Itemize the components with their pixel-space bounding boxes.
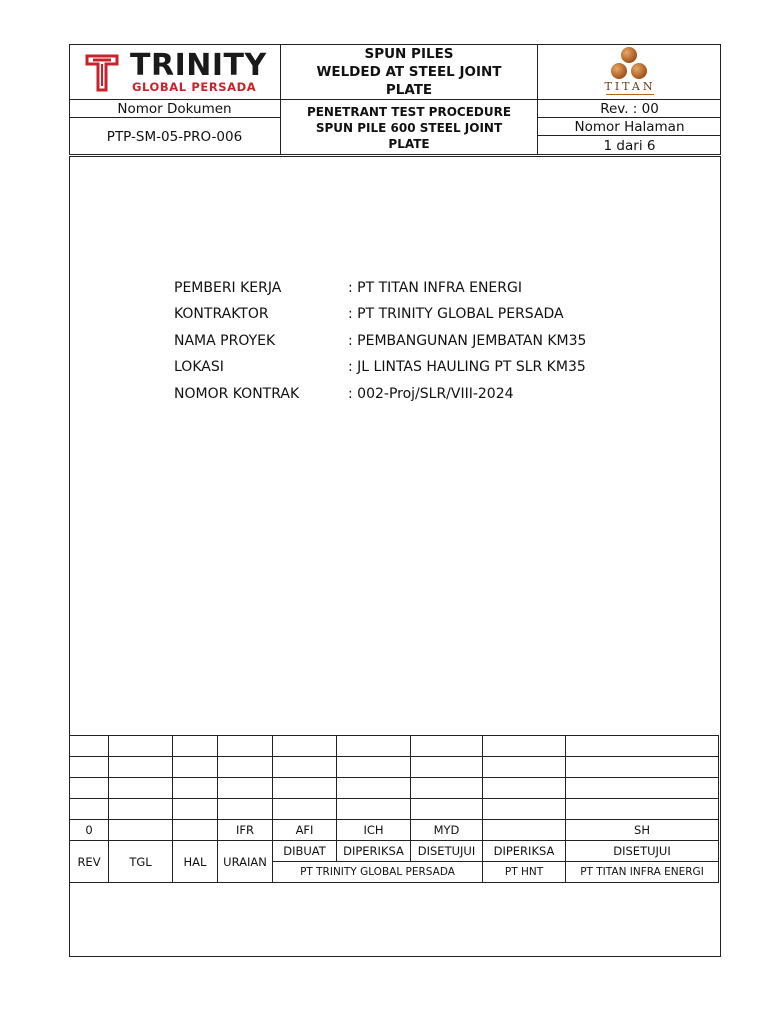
table-header-row — [70, 841, 719, 862]
titan-spheres-icon — [590, 46, 670, 84]
info-row-contract — [174, 384, 634, 404]
org-hnt: PT HNT — [483, 862, 566, 883]
trinity-logo-tagline: GLOBAL PERSADA — [132, 80, 257, 94]
col-header-hal: HAL — [173, 841, 218, 883]
procedure-line: SPUN PILE 600 STEEL JOINT — [315, 120, 503, 135]
table-row — [70, 778, 719, 799]
page-value: 1 dari 6 — [603, 137, 656, 154]
org-trinity: PT TRINITY GLOBAL PERSADA — [273, 862, 483, 883]
col-header-uraian: URAIAN — [218, 841, 273, 883]
titan-logo-name: TITAN — [604, 80, 656, 93]
table-cell: 0 — [70, 820, 109, 841]
table-cell: MYD — [411, 820, 483, 841]
info-row-location — [174, 357, 634, 377]
info-label: KONTRAKTOR — [174, 306, 269, 322]
table-cell — [173, 820, 218, 841]
col-header-diperiksa-hnt: DIPERIKSA — [483, 841, 566, 862]
col-header-diperiksa: DIPERIKSA — [337, 841, 411, 862]
table-row — [70, 757, 719, 778]
title-line: SPUN PILES — [364, 45, 454, 62]
col-header-tgl: TGL — [109, 841, 173, 883]
procedure-line: PLATE — [388, 136, 430, 151]
info-label: LOKASI — [174, 359, 224, 375]
info-label: NAMA PROYEK — [174, 333, 276, 349]
revision-number: Rev. : 00 — [600, 100, 659, 117]
table-row — [70, 820, 719, 841]
org-titan: PT TITAN INFRA ENERGI — [566, 862, 719, 883]
table-row — [70, 799, 719, 820]
info-row-client — [174, 278, 634, 298]
col-header-dibuat: DIBUAT — [273, 841, 337, 862]
info-value: : PT TRINITY GLOBAL PERSADA — [348, 306, 564, 322]
title-line: WELDED AT STEEL JOINT — [316, 63, 502, 80]
info-value: : JL LINTAS HAULING PT SLR KM35 — [348, 359, 586, 375]
info-row-contractor — [174, 304, 634, 324]
info-label: NOMOR KONTRAK — [174, 386, 300, 402]
trinity-logo-name: TRINITY — [130, 48, 267, 83]
revision-table — [69, 735, 719, 883]
info-value: : PT TITAN INFRA ENERGI — [348, 280, 522, 296]
procedure-title — [281, 100, 537, 155]
page-label: Nomor Halaman — [574, 118, 685, 135]
info-row-project — [174, 331, 634, 351]
table-cell — [483, 820, 566, 841]
doc-number: PTP-SM-05-PRO-006 — [106, 128, 243, 145]
col-header-disetujui-titan: DISETUJUI — [566, 841, 719, 862]
table-cell: IFR — [218, 820, 273, 841]
titan-logo — [590, 46, 670, 98]
document-title — [281, 44, 537, 99]
info-value: : 002-Proj/SLR/VIII-2024 — [348, 386, 514, 402]
table-cell — [109, 820, 173, 841]
table-cell: AFI — [273, 820, 337, 841]
trinity-logo — [84, 48, 274, 96]
info-value: : PEMBANGUNAN JEMBATAN KM35 — [348, 333, 587, 349]
table-row — [70, 736, 719, 757]
col-header-disetujui: DISETUJUI — [411, 841, 483, 862]
procedure-line: PENETRANT TEST PROCEDURE — [306, 104, 512, 119]
table-cell: ICH — [337, 820, 411, 841]
info-label: PEMBERI KERJA — [174, 280, 282, 296]
title-line: PLATE — [385, 81, 433, 98]
titan-logo-underline — [606, 94, 654, 95]
table-cell: SH — [566, 820, 719, 841]
doc-number-label: Nomor Dokumen — [117, 100, 232, 117]
col-header-rev: REV — [70, 841, 109, 883]
trinity-t-icon — [84, 52, 120, 92]
